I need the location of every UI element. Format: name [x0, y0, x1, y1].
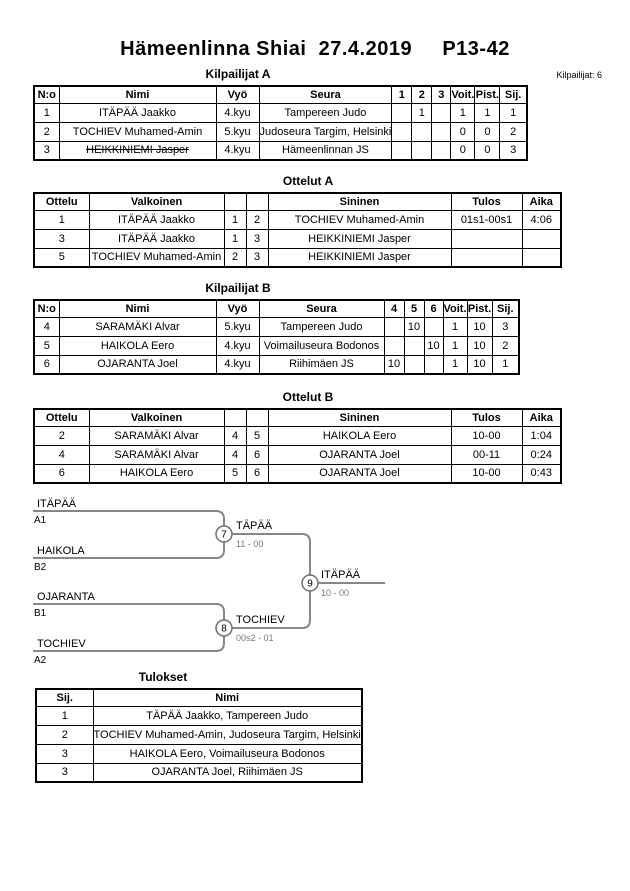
col-empty [246, 409, 268, 426]
cell-nimi: SARAMÄKI Alvar [59, 317, 216, 336]
cell-m1 [392, 122, 412, 141]
cell-voit: 1 [443, 317, 467, 336]
col-m1: 1 [392, 86, 412, 103]
cell-vno: 5 [224, 464, 246, 483]
col-sij: Sij. [492, 300, 519, 317]
cell-sij: 1 [36, 706, 93, 725]
col-nimi: Nimi [93, 689, 362, 706]
table-row [36, 763, 362, 782]
cell-sij: 3 [36, 744, 93, 763]
table-row [34, 248, 561, 267]
final-bracket [0, 492, 630, 670]
cell-seura: Hämeenlinnan JS [259, 141, 392, 160]
cell-seura: Judoseura Targim, Helsinki [259, 122, 392, 141]
table-row [34, 355, 519, 374]
cell-valkoinen: ITÄPÄÄ Jaakko [89, 210, 224, 229]
col-nimi: Nimi [59, 300, 216, 317]
match-8-number: 8 [221, 623, 227, 635]
cell-sininen: TOCHIEV Muhamed-Amin [268, 210, 451, 229]
cell-m1 [392, 103, 412, 122]
cell-sij: 2 [492, 336, 519, 355]
col-m3: 3 [432, 86, 451, 103]
cell-tulos [451, 248, 522, 267]
cell-no: 1 [34, 103, 59, 122]
pool-a-header [34, 86, 527, 103]
match-9-number: 9 [307, 578, 313, 590]
col-aika: Aika [522, 409, 561, 426]
matches-a-header [34, 193, 561, 210]
cell-nimi: TÄPÄÄ Jaakko, Tampereen Judo [93, 706, 362, 725]
table-row [36, 744, 362, 763]
cell-sno: 6 [246, 445, 268, 464]
cell-m1 [392, 141, 412, 160]
cell-no: 2 [34, 122, 59, 141]
col-pist: Pist. [467, 300, 492, 317]
cell-aika: 1:04 [522, 426, 561, 445]
col-no: N:o [34, 300, 59, 317]
cell-ottelu: 3 [34, 229, 89, 248]
cell-valkoinen: HAIKOLA Eero [89, 464, 224, 483]
cell-sininen: HEIKKINIEMI Jasper [268, 229, 451, 248]
pool-b-title: Kilpailijat B [205, 281, 271, 295]
matches-a-title: Ottelut A [282, 174, 334, 188]
cell-tulos: 00-11 [451, 445, 522, 464]
cell-aika [522, 229, 561, 248]
col-m1: 4 [384, 300, 404, 317]
cell-seura: Voimailuseura Bodonos [259, 336, 384, 355]
slot-b2-tag: B2 [34, 562, 47, 573]
col-pist: Pist. [475, 86, 500, 103]
cell-sno: 3 [246, 248, 268, 267]
cell-aika: 0:43 [522, 464, 561, 483]
cell-valkoinen: TOCHIEV Muhamed-Amin [89, 248, 224, 267]
cell-no: 3 [34, 141, 59, 160]
matches-a-table [33, 192, 562, 268]
cell-m3 [424, 355, 443, 374]
table-row [34, 141, 527, 160]
cell-tulos [451, 229, 522, 248]
table-row [36, 706, 362, 725]
results-table [35, 688, 363, 783]
cell-m3 [432, 122, 451, 141]
col-vyo: Vyö [216, 300, 259, 317]
pool-a-title: Kilpailijat A [205, 67, 271, 81]
col-empty [224, 193, 246, 210]
cell-valkoinen: SARAMÄKI Alvar [89, 445, 224, 464]
col-voit: Voit. [451, 86, 475, 103]
cell-nimi: ITÄPÄÄ Jaakko [59, 103, 216, 122]
cell-valkoinen: SARAMÄKI Alvar [89, 426, 224, 445]
col-empty [224, 409, 246, 426]
col-sininen: Sininen [268, 409, 451, 426]
cell-seura: Tampereen Judo [259, 317, 384, 336]
cell-sij: 3 [492, 317, 519, 336]
cell-no: 5 [34, 336, 59, 355]
pool-a-header-row [0, 67, 630, 82]
cell-vyo: 5.kyu [216, 122, 259, 141]
match-9-winner: ITÄPÄÄ [321, 569, 361, 581]
cell-pist: 1 [475, 103, 500, 122]
cell-seura: Tampereen Judo [259, 103, 392, 122]
results-header [36, 689, 362, 706]
col-seura: Seura [259, 300, 384, 317]
col-tulos: Tulos [451, 193, 522, 210]
cell-sininen: OJARANTA Joel [268, 445, 451, 464]
cell-voit: 0 [451, 141, 475, 160]
match-7-winner: TÄPÄÄ [236, 520, 273, 532]
cell-no: 6 [34, 355, 59, 374]
cell-m2 [412, 122, 432, 141]
cell-voit: 0 [451, 122, 475, 141]
table-row [34, 464, 561, 483]
cell-tulos: 01s1-00s1 [451, 210, 522, 229]
cell-sij: 1 [500, 103, 527, 122]
table-row [34, 445, 561, 464]
match-7-score: 11 - 00 [236, 539, 264, 549]
cell-voit: 1 [443, 355, 467, 374]
col-nimi: Nimi [59, 86, 216, 103]
cell-sij: 1 [492, 355, 519, 374]
slot-b2-name: HAIKOLA [37, 545, 85, 557]
table-row [34, 426, 561, 445]
table-row [34, 210, 561, 229]
cell-pist: 10 [467, 317, 492, 336]
match-8-score: 00s2 - 01 [236, 633, 274, 643]
col-m3: 6 [424, 300, 443, 317]
cell-aika [522, 248, 561, 267]
cell-voit: 1 [451, 103, 475, 122]
slot-a1-name: ITÄPÄÄ [37, 498, 77, 510]
cell-vyo: 4.kyu [216, 141, 259, 160]
bracket-line-b1 [33, 604, 224, 620]
cell-vyo: 4.kyu [216, 355, 259, 374]
cell-vyo: 4.kyu [216, 336, 259, 355]
table-row [34, 336, 519, 355]
cell-m3: 10 [424, 336, 443, 355]
cell-m3 [432, 103, 451, 122]
table-row [34, 229, 561, 248]
cell-nimi: OJARANTA Joel [59, 355, 216, 374]
matches-b-title: Ottelut B [282, 390, 334, 404]
col-sininen: Sininen [268, 193, 451, 210]
cell-m1 [384, 336, 404, 355]
matches-b-table [33, 408, 562, 484]
cell-vno: 4 [224, 426, 246, 445]
cell-tulos: 10-00 [451, 426, 522, 445]
cell-m2 [412, 141, 432, 160]
cell-sininen: OJARANTA Joel [268, 464, 451, 483]
page-title: Hämeenlinna Shiai 27.4.2019 P13-42 [120, 38, 510, 60]
cell-sininen: HAIKOLA Eero [268, 426, 451, 445]
cell-ottelu: 4 [34, 445, 89, 464]
cell-sno: 2 [246, 210, 268, 229]
cell-pist: 10 [467, 336, 492, 355]
cell-nimi: HAIKOLA Eero, Voimailuseura Bodonos [93, 744, 362, 763]
cell-sno: 5 [246, 426, 268, 445]
cell-m2 [404, 355, 424, 374]
cell-sininen: HEIKKINIEMI Jasper [268, 248, 451, 267]
cell-nimi: TOCHIEV Muhamed-Amin [59, 122, 216, 141]
cell-vno: 1 [224, 229, 246, 248]
cell-nimi: OJARANTA Joel, Riihimäen JS [93, 763, 362, 782]
cell-m3 [432, 141, 451, 160]
cell-m2: 10 [404, 317, 424, 336]
bracket-line-a1 [33, 511, 224, 526]
slot-b1-tag: B1 [34, 608, 47, 619]
cell-pist: 0 [475, 122, 500, 141]
cell-seura: Riihimäen JS [259, 355, 384, 374]
col-seura: Seura [259, 86, 392, 103]
col-valkoinen: Valkoinen [89, 193, 224, 210]
col-m2: 5 [404, 300, 424, 317]
cell-vno: 2 [224, 248, 246, 267]
cell-vno: 1 [224, 210, 246, 229]
col-ottelu: Ottelu [34, 193, 89, 210]
col-sij: Sij. [500, 86, 527, 103]
cell-aika: 4:06 [522, 210, 561, 229]
cell-m1: 10 [384, 355, 404, 374]
col-aika: Aika [522, 193, 561, 210]
slot-a2-name: TOCHIEV [37, 638, 86, 650]
cell-ottelu: 1 [34, 210, 89, 229]
cell-sno: 6 [246, 464, 268, 483]
cell-nimi: HAIKOLA Eero [59, 336, 216, 355]
cell-m2 [404, 336, 424, 355]
cell-ottelu: 2 [34, 426, 89, 445]
pool-b-table [33, 299, 520, 375]
cell-vyo: 4.kyu [216, 103, 259, 122]
col-empty [246, 193, 268, 210]
cell-nimi: TOCHIEV Muhamed-Amin, Judoseura Targim, Helsinki [93, 725, 362, 744]
results-title: Tulokset [138, 670, 188, 684]
pool-a-table [33, 85, 528, 161]
cell-sij: 2 [500, 122, 527, 141]
cell-nimi-withdrawn: HEIKKINIEMI Jasper [59, 141, 216, 160]
col-m2: 2 [412, 86, 432, 103]
table-row [36, 725, 362, 744]
matches-b-header [34, 409, 561, 426]
col-vyo: Vyö [216, 86, 259, 103]
col-no: N:o [34, 86, 59, 103]
match-9-score: 10 - 00 [321, 588, 350, 598]
cell-voit: 1 [443, 336, 467, 355]
cell-sij: 3 [500, 141, 527, 160]
cell-m2: 1 [412, 103, 432, 122]
cell-vno: 4 [224, 445, 246, 464]
cell-m1 [384, 317, 404, 336]
cell-pist: 10 [467, 355, 492, 374]
match-8-winner: TOCHIEV [236, 614, 285, 626]
table-row [34, 122, 527, 141]
col-tulos: Tulos [451, 409, 522, 426]
slot-a2-tag: A2 [34, 655, 47, 666]
cell-aika: 0:24 [522, 445, 561, 464]
competitors-count: Kilpailijat: 6 [556, 70, 602, 80]
cell-vyo: 5.kyu [216, 317, 259, 336]
cell-ottelu: 6 [34, 464, 89, 483]
cell-sij: 3 [36, 763, 93, 782]
col-sij: Sij. [36, 689, 93, 706]
cell-sij: 2 [36, 725, 93, 744]
col-ottelu: Ottelu [34, 409, 89, 426]
pool-b-header [34, 300, 519, 317]
table-row [34, 103, 527, 122]
table-row [34, 317, 519, 336]
col-valkoinen: Valkoinen [89, 409, 224, 426]
cell-ottelu: 5 [34, 248, 89, 267]
cell-sno: 3 [246, 229, 268, 248]
col-voit: Voit. [443, 300, 467, 317]
slot-a1-tag: A1 [34, 515, 47, 526]
cell-pist: 0 [475, 141, 500, 160]
cell-valkoinen: ITÄPÄÄ Jaakko [89, 229, 224, 248]
match-7-number: 7 [221, 529, 227, 541]
cell-tulos: 10-00 [451, 464, 522, 483]
cell-no: 4 [34, 317, 59, 336]
slot-b1-name: OJARANTA [37, 591, 95, 603]
cell-m3 [424, 317, 443, 336]
